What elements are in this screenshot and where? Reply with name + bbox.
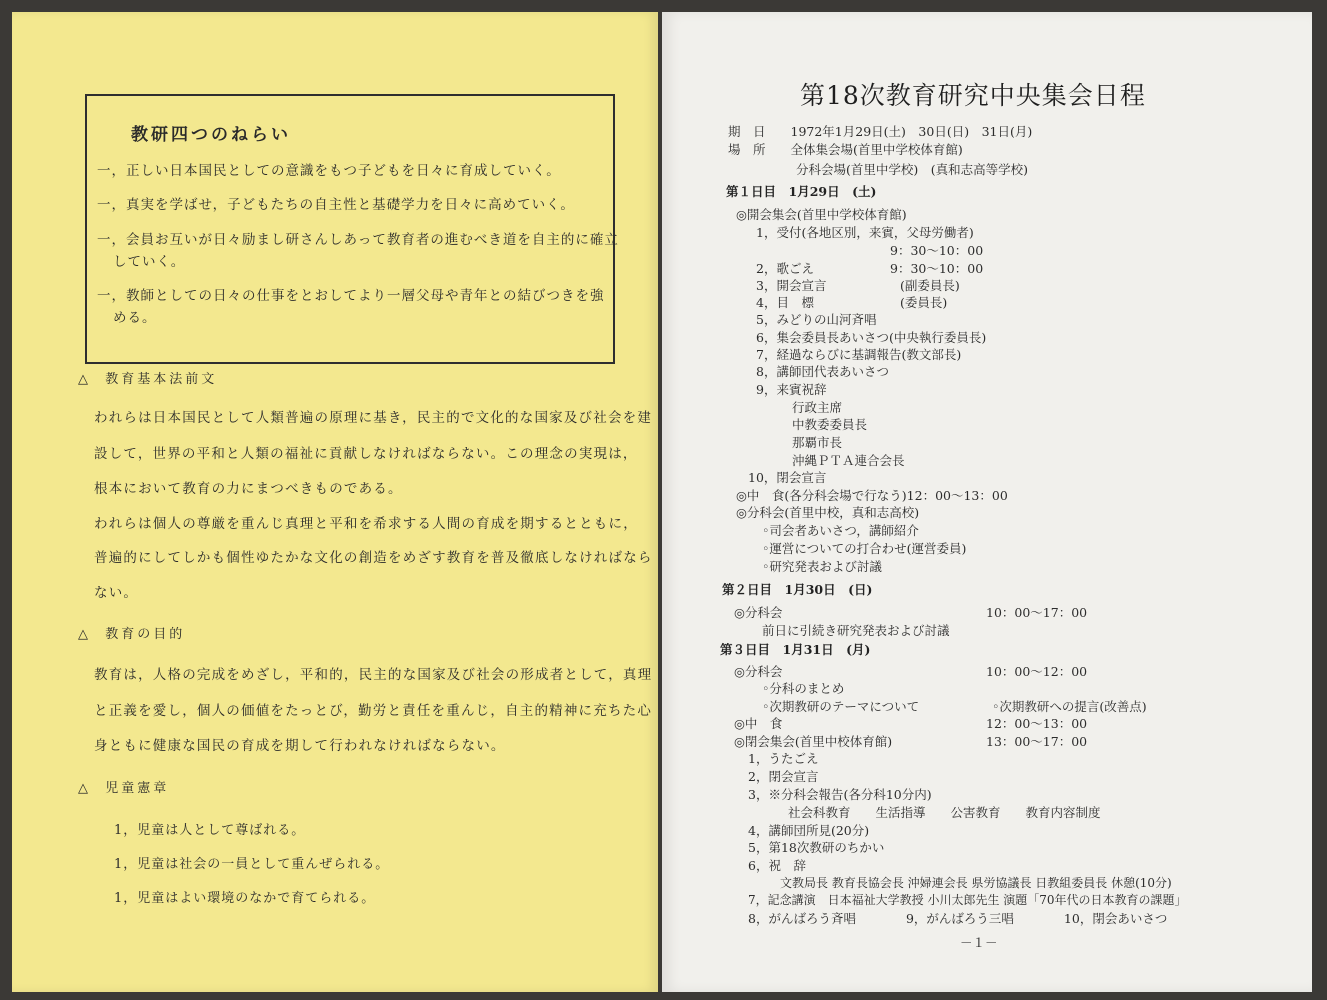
aims-title: 教研四つのねらい [131,125,291,145]
aims-box [85,94,619,364]
schedule-line: ◎中 食(各分科会場で行なう)12：00～13：00 [736,488,1008,503]
greeting-speakers: 文教局長 教育長協会長 沖婦連会長 県労協議長 日教組委員長 休憩(10分) [780,876,1172,890]
schedule-line: ◎分科会 [734,664,783,679]
day2-heading: 第２日目 1月30日 (日) [722,582,873,597]
schedule-line: 8，講師団代表あいさつ [756,364,889,379]
day1-heading: 第１日目 1月29日 (土) [726,184,877,199]
charter-item: 1，児童はよい環境のなかで育てられる。 [114,891,376,906]
guest: 行政主席 [792,400,843,415]
schedule-line: 3，※分科会報告(各分科10分内) [748,787,932,802]
charter-heading: △ 児童憲章 [78,781,170,796]
purpose-heading: △ 教育の目的 [78,627,186,642]
schedule-line: 6，集会委員長あいさつ(中央執行委員長) [756,330,987,345]
schedule-subitem: ◦研究発表および討議 [762,559,882,574]
aim-item: 一，会員お互いが日々励まし研さんしあって教育者の進むべき道を自主的に確立 [97,232,619,248]
schedule-subitem: ◦分科のまとめ [762,681,845,696]
schedule-time: 10：00～17：00 [986,605,1088,620]
schedule-line: 10，閉会宣言 [748,470,827,485]
schedule-date: 期 日 1972年1月29日(土) 30日(日) 31日(月) [728,124,1033,139]
triangle-icon: △ [78,781,91,796]
schedule-venue-sub: 分科会場(首里中学校) (真和志高等学校) [796,162,1029,177]
aim-item-cont: める。 [113,310,157,326]
right-page [662,12,1312,992]
schedule-subitem: ◦次期教研のテーマについて [762,699,920,714]
charter-item: 1，児童は人として尊ばれる。 [114,823,306,838]
schedule-line: 7，記念講演 日本福祉大学教授 小川太郎先生 演題「70年代の日本教育の課題」 [748,893,1187,907]
schedule-line: 7，経過ならびに基調報告(教文部長) [756,347,962,362]
basic-law-line: われらは個人の尊厳を重んじ真理と平和を希求する人間の育成を期するとともに， [94,516,638,532]
schedule-line: ◎分科会(首里中校，真和志高校) [736,505,920,520]
schedule-line: 4，講師団所見(20分) [748,823,870,838]
schedule-line: 2，歌ごえ [756,261,814,276]
triangle-icon: △ [78,627,91,642]
purpose-line: 教育は，人格の完成をめざし，平和的，民主的な国家及び社会の形成者として，真理 [94,667,653,683]
basic-law-line: 根本において教育の力にまつべきものである。 [94,481,403,497]
basic-law-heading: △ 教育基本法前文 [78,372,218,387]
schedule-time: 12：00～13：00 [986,716,1088,731]
basic-law-line: われらは日本国民として人類普遍の原理に基き，民主的で文化的な国家及び社会を建 [94,410,653,426]
report-subjects: 社会科教育 生活指導 公害教育 教育内容制度 [788,805,1101,820]
day3-heading: 第３日目 1月31日 (月) [720,642,871,657]
schedule-role: (副委員長) [900,278,960,293]
schedule-line: 3，開会宣言 [756,278,827,293]
basic-law-line: 普遍的にしてしかも個性ゆたかな文化の創造をめざす教育を普及徹底しなければなら [94,550,653,566]
charter-item: 1，児童は社会の一員として重んぜられる。 [114,857,390,872]
schedule-line: 9，来賓祝辞 [756,382,827,397]
aim-item: 一，教師としての日々の仕事をとおしてより一層父母や青年との結びつきを強 [97,288,605,304]
schedule-line: 1，受付(各地区別，来賓，父母労働者) [756,225,974,240]
guest: 那覇市長 [792,435,843,450]
aim-item: 一，真実を学ばせ，子どもたちの自主性と基礎学力を日々に高めていく。 [97,197,575,213]
basic-law-line: ない。 [94,585,139,601]
schedule-title: 第18次教育研究中央集会日程 [800,81,1146,110]
schedule-subitem: ◦司会者あいさつ，講師紹介 [762,523,919,538]
schedule-line: 1，うたごえ [748,751,819,766]
schedule-subitem: ◦次期教研への提言(改善点) [992,699,1147,714]
schedule-time: 13：00～17：00 [986,734,1088,749]
schedule-line: 5，みどりの山河斉唱 [756,312,877,327]
schedule-line: ◎中 食 [734,716,783,731]
schedule-line: 5，第18次教研のちかい [748,840,885,855]
schedule-venue: 場 所 全体集会場(首里中学校体育館) [728,142,963,157]
basic-law-line: 設して，世界の平和と人類の福祉に貢献しなければならない。この理念の実現は， [94,446,638,462]
guest: 中教委委員長 [792,417,868,432]
schedule-role: (委員長) [900,295,948,310]
aim-item-cont: していく。 [113,254,186,270]
page-number: －１－ [960,935,998,950]
schedule-line: 2，閉会宣言 [748,769,819,784]
schedule-time: 9：30～10：00 [890,243,984,258]
schedule-line: ◎閉会集会(首里中校体育館) [734,734,893,749]
left-page [12,12,658,992]
triangle-icon: △ [78,372,91,387]
schedule-time: 9：30～10：00 [890,261,984,276]
schedule-line: ◎開会集会(首里中学校体育館) [736,207,907,222]
schedule-line: ◎分科会 [734,605,783,620]
schedule-subitem: ◦運営についての打合わせ(運営委員) [762,541,967,556]
schedule-time: 10：00～12：00 [986,664,1088,679]
aim-item: 一，正しい日本国民としての意識をもつ子どもを日々に育成していく。 [97,163,561,179]
schedule-line: 6，祝 辞 [748,858,806,873]
purpose-line: 身ともに健康な国民の育成を期して行われなければならない。 [94,738,506,754]
schedule-line: 4，目 標 [756,295,814,310]
schedule-line: 8，がんばろう斉唱 9，がんばろう三唱 10，閉会あいさつ [748,911,1168,926]
schedule-line: 前日に引続き研究発表および討議 [762,623,950,638]
guest: 沖縄ＰＴＡ連合会長 [792,453,905,468]
purpose-line: と正義を愛し，個人の価値をたっとび，勤労と責任を重んじ，自主的精神に充ちた心 [94,703,653,719]
